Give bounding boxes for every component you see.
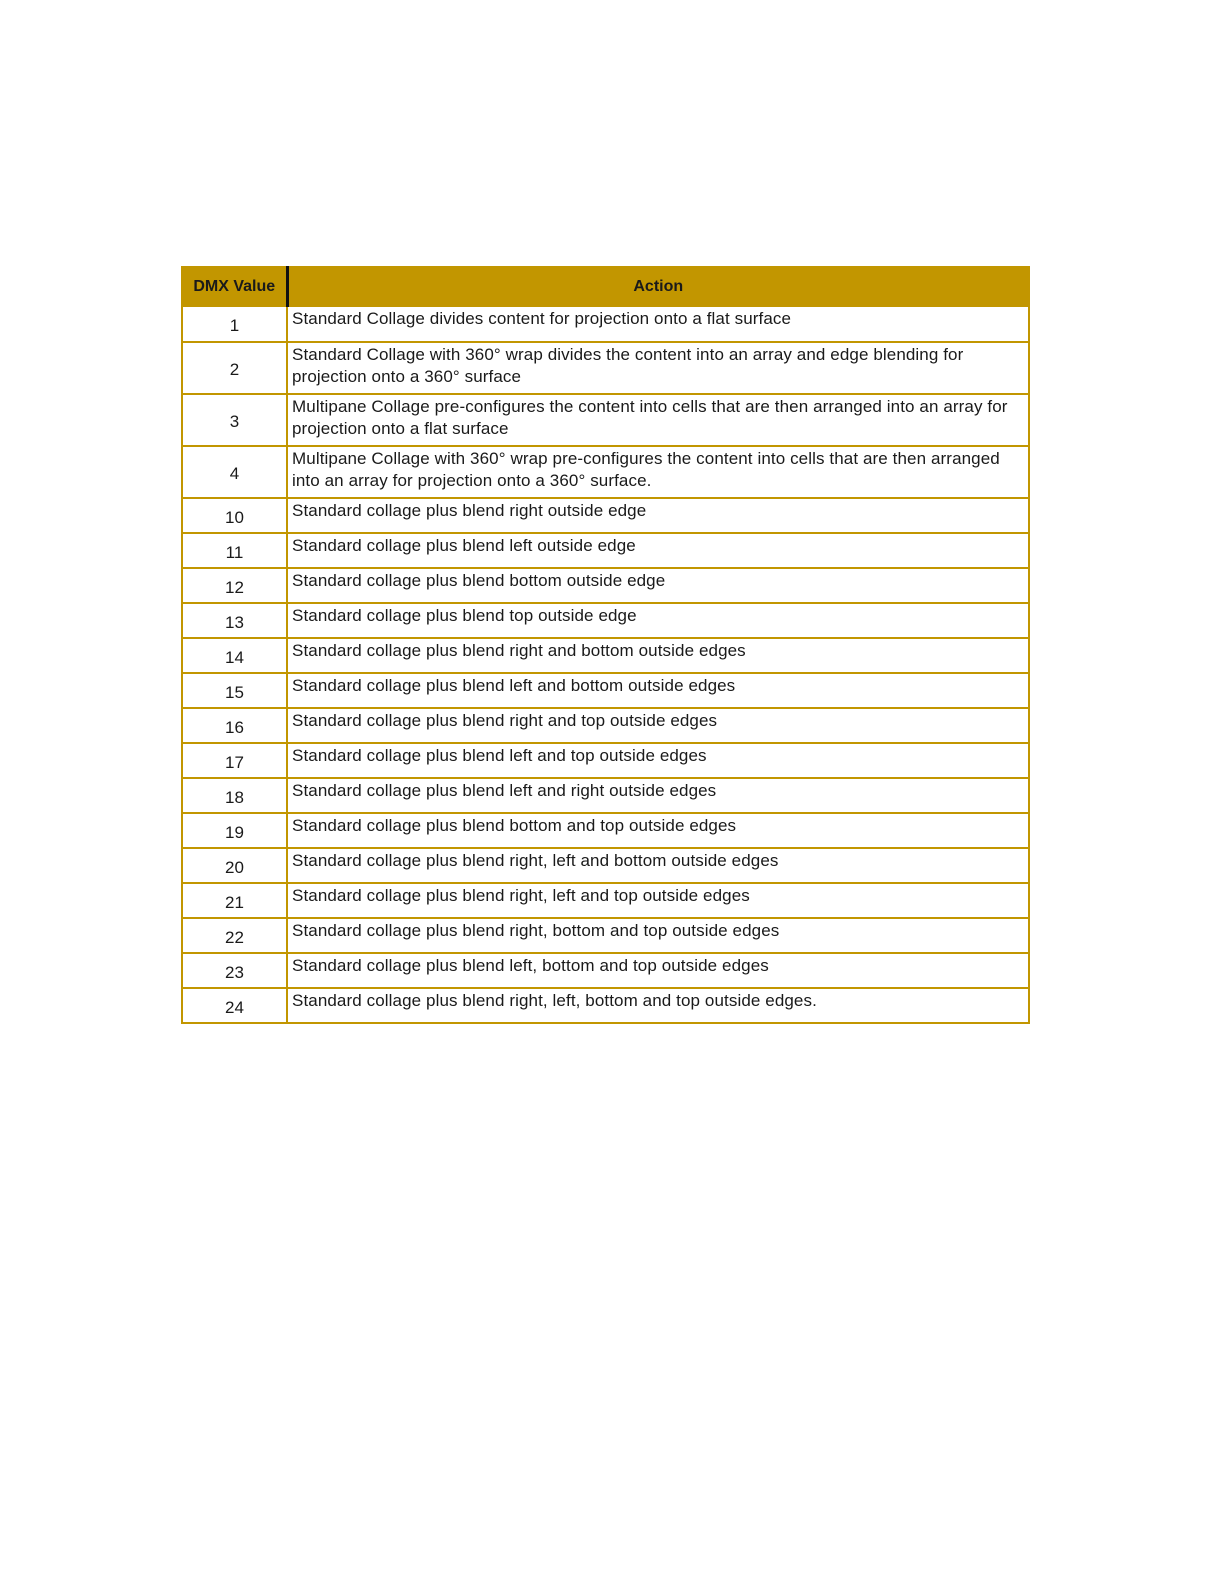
dmx-value-cell: 1: [182, 306, 287, 342]
dmx-value-cell: 17: [182, 743, 287, 778]
table-row: [182, 673, 1029, 708]
header-action: Action: [287, 267, 1029, 306]
table-row: [182, 813, 1029, 848]
table-row: [182, 603, 1029, 638]
dmx-value-cell: 22: [182, 918, 287, 953]
dmx-value-cell: 18: [182, 778, 287, 813]
table-row: [182, 883, 1029, 918]
table-header-row: [182, 267, 1029, 306]
table-row: [182, 918, 1029, 953]
dmx-value-cell: 19: [182, 813, 287, 848]
dmx-action-table: [181, 266, 1030, 1024]
dmx-value-cell: 14: [182, 638, 287, 673]
table-row: [182, 306, 1029, 342]
table-row: [182, 568, 1029, 603]
action-cell: Standard collage plus blend bottom and top outside edges: [287, 813, 1029, 848]
dmx-value-cell: 21: [182, 883, 287, 918]
action-cell: Standard collage plus blend right, left and bottom outside edges: [287, 848, 1029, 883]
action-cell: Standard Collage with 360° wrap divides the content into an array and edge blending for projection onto a 360° surface: [287, 342, 1029, 394]
dmx-value-cell: 15: [182, 673, 287, 708]
table-row: [182, 394, 1029, 446]
header-dmx-value: DMX Value: [182, 267, 287, 306]
table-row: [182, 708, 1029, 743]
table-row: [182, 953, 1029, 988]
action-cell: Standard collage plus blend right and bottom outside edges: [287, 638, 1029, 673]
table-row: [182, 498, 1029, 533]
dmx-value-cell: 11: [182, 533, 287, 568]
dmx-value-cell: 24: [182, 988, 287, 1023]
action-cell: Standard collage plus blend left, bottom and top outside edges: [287, 953, 1029, 988]
dmx-value-cell: 4: [182, 446, 287, 498]
table-row: [182, 848, 1029, 883]
action-cell: Standard collage plus blend right, left and top outside edges: [287, 883, 1029, 918]
dmx-value-cell: 12: [182, 568, 287, 603]
table-row: [182, 988, 1029, 1023]
dmx-action-table-container: [181, 266, 1028, 1024]
table-row: [182, 778, 1029, 813]
table-row: [182, 638, 1029, 673]
action-cell: Multipane Collage with 360° wrap pre-configures the content into cells that are then arranged into an array for projection onto a 360° surface.: [287, 446, 1029, 498]
action-cell: Standard collage plus blend bottom outside edge: [287, 568, 1029, 603]
dmx-value-cell: 13: [182, 603, 287, 638]
action-cell: Multipane Collage pre-configures the content into cells that are then arranged into an array for projection onto a flat surface: [287, 394, 1029, 446]
dmx-value-cell: 16: [182, 708, 287, 743]
table-row: [182, 446, 1029, 498]
action-cell: Standard collage plus blend right outside edge: [287, 498, 1029, 533]
action-cell: Standard collage plus blend left outside edge: [287, 533, 1029, 568]
dmx-value-cell: 20: [182, 848, 287, 883]
table-row: [182, 342, 1029, 394]
action-cell: Standard Collage divides content for projection onto a flat surface: [287, 306, 1029, 342]
table-row: [182, 743, 1029, 778]
dmx-value-cell: 10: [182, 498, 287, 533]
dmx-value-cell: 2: [182, 342, 287, 394]
action-cell: Standard collage plus blend left and bottom outside edges: [287, 673, 1029, 708]
table-row: [182, 533, 1029, 568]
action-cell: Standard collage plus blend right and top outside edges: [287, 708, 1029, 743]
action-cell: Standard collage plus blend right, left, bottom and top outside edges.: [287, 988, 1029, 1023]
action-cell: Standard collage plus blend left and right outside edges: [287, 778, 1029, 813]
dmx-value-cell: 3: [182, 394, 287, 446]
dmx-value-cell: 23: [182, 953, 287, 988]
action-cell: Standard collage plus blend right, bottom and top outside edges: [287, 918, 1029, 953]
action-cell: Standard collage plus blend left and top outside edges: [287, 743, 1029, 778]
action-cell: Standard collage plus blend top outside edge: [287, 603, 1029, 638]
